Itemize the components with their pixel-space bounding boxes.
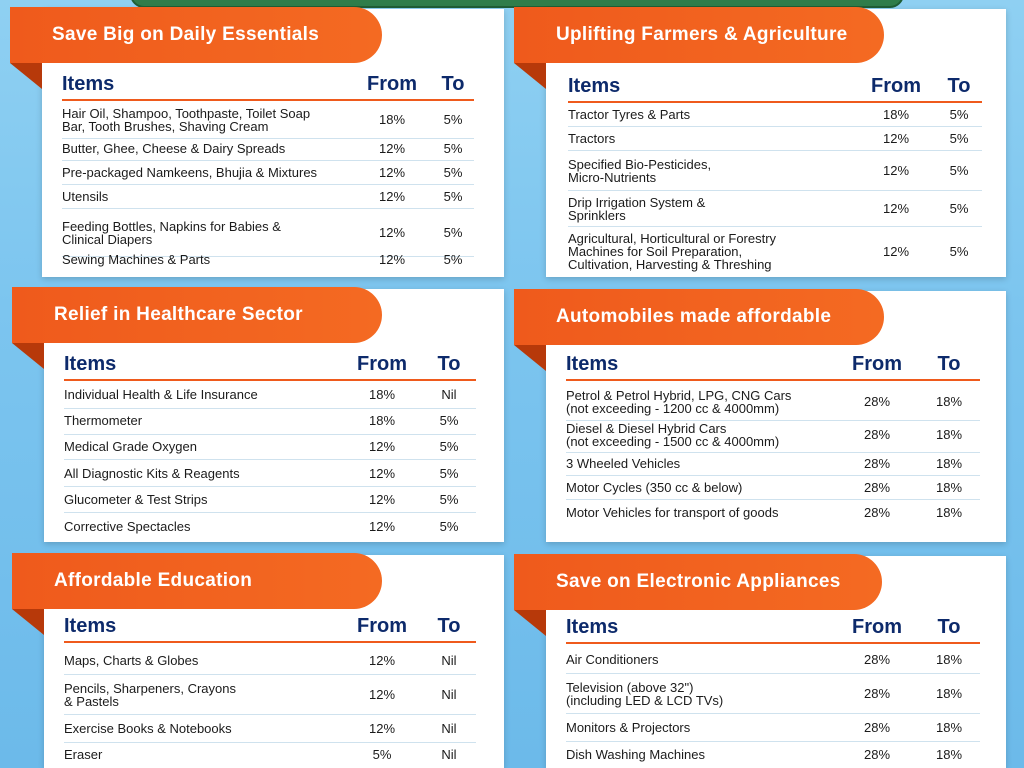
column-header-to: To	[437, 353, 461, 375]
section-title: Uplifting Farmers & Agriculture	[514, 7, 884, 63]
rate-from: 12%	[882, 243, 910, 259]
table-row	[64, 487, 476, 513]
rate-from: 12%	[378, 141, 406, 156]
rate-from: 12%	[882, 131, 910, 146]
table-header	[568, 71, 982, 103]
table-row	[566, 452, 980, 476]
rate-to: 5%	[443, 189, 463, 204]
column-header-items: Items	[566, 353, 619, 375]
column-header-to: To	[437, 615, 461, 637]
rate-from: 12%	[378, 225, 406, 240]
table-row	[64, 741, 476, 768]
rate-to: 5%	[439, 439, 459, 454]
section-title: Save on Electronic Appliances	[514, 554, 882, 610]
table-header	[62, 69, 474, 101]
rate-to: 5%	[443, 165, 463, 180]
table-row	[568, 151, 982, 191]
item-name: Television (above 32") (including LED & LCD TVs)	[566, 679, 724, 708]
table-row	[62, 137, 474, 161]
item-name: Individual Health & Life Insurance	[64, 387, 258, 402]
rate-from: 18%	[368, 387, 396, 402]
card-relief-in-healthcare-sector	[44, 289, 504, 542]
rate-from: 28%	[863, 504, 891, 520]
card-affordable-education	[44, 555, 504, 768]
rate-from: 12%	[368, 492, 396, 507]
rate-to: 18%	[935, 504, 963, 520]
rate-to: 5%	[439, 492, 459, 507]
item-name: Butter, Ghee, Cheese & Dairy Spreads	[62, 141, 286, 156]
column-header-items: Items	[62, 73, 115, 95]
item-name: Exercise Books & Notebooks	[64, 721, 232, 736]
rate-to: 5%	[949, 107, 969, 122]
rate-from: 12%	[378, 251, 406, 267]
rate-from: 28%	[863, 394, 891, 409]
table-row	[64, 381, 476, 409]
rate-to: Nil	[441, 387, 457, 402]
item-name: Hair Oil, Shampoo, Toothpaste, Toilet Soap Bar, Tooth Brushes, Shaving Cream	[62, 105, 311, 134]
item-name: Dish Washing Machines	[566, 746, 705, 762]
table-row	[64, 434, 476, 460]
banner-fold	[514, 63, 546, 89]
item-name: Petrol & Petrol Hybrid, LPG, CNG Cars (not exceeding - 1200 cc & 4000mm)	[566, 387, 792, 416]
item-name: Agricultural, Horticultural or Forestry Machines for Soil Preparation, Cultivation, Harvesting & Threshing	[568, 230, 777, 272]
item-name: Motor Vehicles for transport of goods	[566, 504, 779, 520]
table-row	[64, 715, 476, 743]
table-header	[64, 613, 476, 643]
rate-from: 28%	[863, 720, 891, 735]
banner-fold	[514, 610, 546, 636]
item-name: Pencils, Sharpeners, Crayons & Pastels	[64, 680, 236, 709]
column-header-from: From	[852, 616, 902, 638]
table-row	[64, 675, 476, 715]
item-name: Monitors & Projectors	[566, 720, 691, 735]
rate-to: 18%	[935, 394, 963, 409]
column-header-from: From	[357, 353, 407, 375]
item-name: All Diagnostic Kits & Reagents	[64, 466, 240, 481]
item-name: Tractors	[568, 131, 616, 146]
card-save-big-on-daily-essentials	[42, 9, 504, 277]
item-name: Utensils	[62, 189, 109, 204]
table-row	[64, 407, 476, 435]
table-header	[566, 612, 980, 644]
rate-from: 28%	[863, 652, 891, 667]
rate-from: 12%	[368, 687, 396, 702]
column-header-items: Items	[64, 353, 117, 375]
rate-to: 18%	[935, 746, 963, 762]
rate-to: 18%	[935, 427, 963, 442]
rate-from: 12%	[368, 466, 396, 481]
section-title: Relief in Healthcare Sector	[12, 287, 382, 343]
item-name: Corrective Spectacles	[64, 519, 191, 534]
rate-to: 5%	[443, 251, 463, 267]
rate-from: 12%	[368, 519, 396, 534]
card-uplifting-farmers-agriculture	[546, 9, 1006, 277]
rate-to: Nil	[441, 687, 457, 702]
column-header-items: Items	[566, 616, 619, 638]
rate-from: 28%	[863, 746, 891, 762]
rate-from: 12%	[378, 165, 406, 180]
card-save-on-electronic-appliances	[546, 556, 1006, 768]
column-header-to: To	[441, 73, 465, 95]
rate-from: 28%	[863, 427, 891, 442]
table-row	[566, 417, 980, 453]
banner-fold	[12, 343, 44, 369]
banner-fold	[514, 345, 546, 371]
rate-from: 12%	[368, 721, 396, 736]
table-row	[64, 647, 476, 675]
rate-from: 12%	[882, 201, 910, 216]
item-name: Sewing Machines & Parts	[62, 251, 211, 267]
item-name: 3 Wheeled Vehicles	[566, 456, 681, 471]
rate-to: 18%	[935, 456, 963, 471]
rate-to: 5%	[949, 243, 969, 259]
item-name: Diesel & Diesel Hybrid Cars (not exceeding - 1500 cc & 4000mm)	[566, 420, 780, 449]
column-header-to: To	[947, 75, 971, 97]
rate-from: 5%	[372, 747, 392, 762]
item-name: Maps, Charts & Globes	[64, 653, 199, 668]
rate-to: 5%	[443, 141, 463, 156]
item-name: Thermometer	[64, 413, 143, 428]
column-header-items: Items	[568, 75, 621, 97]
item-name: Motor Cycles (350 cc & below)	[566, 480, 743, 495]
table-row	[566, 740, 980, 768]
rate-to: 5%	[439, 413, 459, 428]
rate-from: 12%	[378, 189, 406, 204]
table-row	[566, 646, 980, 674]
item-name: Drip Irrigation System & Sprinklers	[568, 194, 706, 223]
item-name: Feeding Bottles, Napkins for Babies & Clinical Diapers	[62, 218, 281, 247]
rate-from: 12%	[882, 163, 910, 178]
table-row	[64, 461, 476, 487]
rate-from: 12%	[368, 653, 396, 668]
column-header-to: To	[937, 616, 961, 638]
item-name: Specified Bio-Pesticides, Micro-Nutrients	[568, 156, 712, 185]
card-automobiles-made-affordable	[546, 291, 1006, 542]
rate-from: 12%	[368, 439, 396, 454]
rate-to: 5%	[949, 201, 969, 216]
item-name: Pre-packaged Namkeens, Bhujia & Mixtures	[62, 165, 318, 180]
item-name: Medical Grade Oxygen	[64, 439, 197, 454]
rate-from: 18%	[882, 107, 910, 122]
column-header-to: To	[937, 353, 961, 375]
section-title: Affordable Education	[12, 553, 382, 609]
column-header-from: From	[367, 73, 417, 95]
rate-to: Nil	[441, 653, 457, 668]
rate-from: 18%	[368, 413, 396, 428]
rate-to: 18%	[935, 652, 963, 667]
rate-to: 18%	[935, 480, 963, 495]
banner-fold	[10, 63, 42, 89]
item-name: Eraser	[64, 747, 103, 762]
table-row	[64, 513, 476, 540]
item-name: Tractor Tyres & Parts	[568, 107, 691, 122]
table-row	[62, 161, 474, 185]
rate-to: Nil	[441, 747, 457, 762]
rate-from: 28%	[863, 686, 891, 701]
table-row	[62, 247, 474, 271]
section-title: Automobiles made affordable	[514, 289, 884, 345]
table-row	[566, 383, 980, 421]
rate-to: 5%	[439, 466, 459, 481]
table-row	[566, 714, 980, 742]
rate-from: 18%	[378, 112, 406, 127]
rate-to: 18%	[935, 686, 963, 701]
table-row	[568, 227, 982, 275]
item-name: Glucometer & Test Strips	[64, 492, 208, 507]
table-row	[566, 674, 980, 714]
rate-to: 5%	[949, 163, 969, 178]
column-header-items: Items	[64, 615, 117, 637]
rate-to: Nil	[441, 721, 457, 736]
rate-to: 5%	[439, 519, 459, 534]
table-header	[64, 347, 476, 381]
banner-fold	[12, 609, 44, 635]
item-name: Air Conditioners	[566, 652, 659, 667]
table-header	[566, 347, 980, 381]
table-row	[568, 191, 982, 227]
column-header-from: From	[357, 615, 407, 637]
table-row	[566, 500, 980, 524]
column-header-from: From	[871, 75, 921, 97]
table-row	[62, 185, 474, 209]
rate-to: 5%	[949, 131, 969, 146]
rate-from: 28%	[863, 480, 891, 495]
section-title: Save Big on Daily Essentials	[10, 7, 382, 63]
table-row	[568, 127, 982, 151]
rate-to: 5%	[443, 225, 463, 240]
table-row	[568, 103, 982, 127]
table-row	[566, 476, 980, 500]
rate-to: 5%	[443, 112, 463, 127]
table-row	[62, 101, 474, 139]
rate-from: 28%	[863, 456, 891, 471]
rate-to: 18%	[935, 720, 963, 735]
column-header-from: From	[852, 353, 902, 375]
